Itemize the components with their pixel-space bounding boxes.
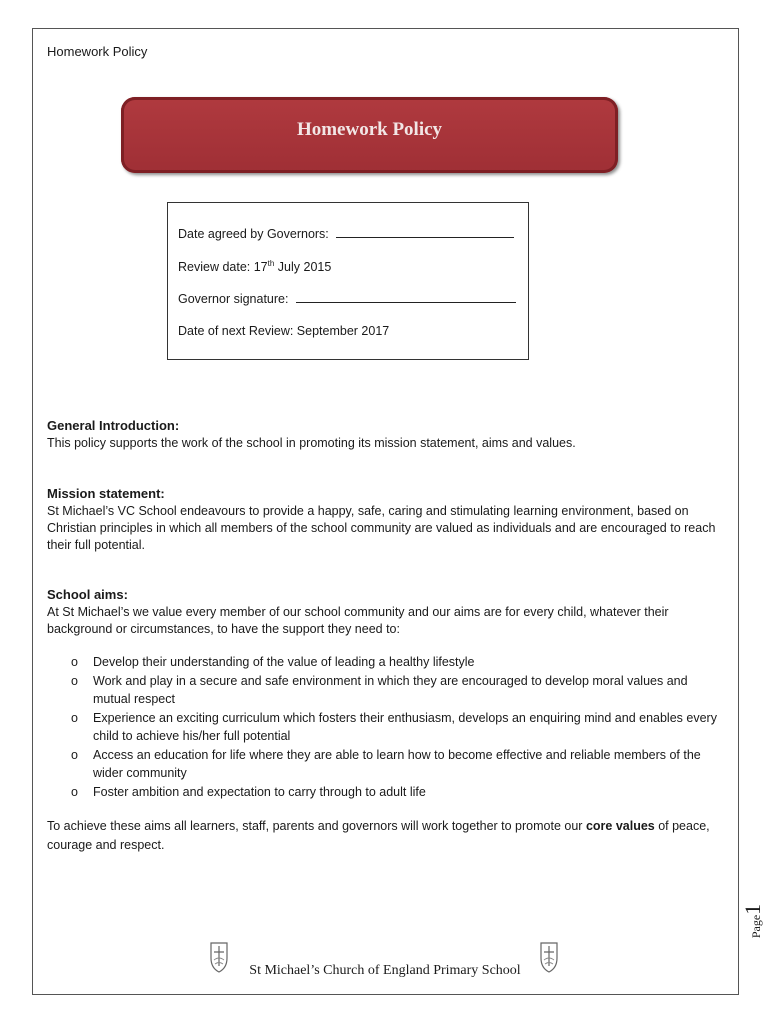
next-review-line: Date of next Review: September 2017 (178, 324, 390, 338)
bullet-marker: o (71, 673, 78, 688)
review-date-line (178, 259, 331, 274)
list-item-text: Experience an exciting curriculum which fosters their enthusiasm, develops an enquiring mind and enables every child to achieve his/her full potential (93, 710, 717, 743)
page-number-label (740, 896, 766, 946)
list-item-text: Develop their understanding of the value of leading a healthy lifestyle (93, 655, 475, 669)
footer-school-name: St Michael’s Church of England Primary School (249, 963, 521, 978)
intro-heading: General Introduction: (47, 418, 180, 433)
governor-signature-blank (296, 292, 516, 303)
review-date-sup: th (267, 259, 275, 268)
bullet-marker: o (71, 784, 78, 799)
aims-list (47, 653, 727, 801)
list-item-text: Work and play in a secure and safe environment in which they are encouraged to develop moral values and mutual respect (93, 673, 688, 706)
page-word: Page (749, 914, 763, 939)
date-agreed-line (178, 227, 514, 241)
list-item (47, 653, 727, 672)
bullet-marker: o (71, 655, 78, 669)
title-banner (121, 97, 618, 173)
list-item (47, 746, 727, 783)
governor-signature-line (178, 292, 516, 306)
list-item (47, 709, 727, 746)
list-item (47, 672, 727, 709)
intro-body: This policy supports the work of the school in promoting its mission statement, aims and values. (47, 436, 576, 450)
date-agreed-blank (336, 227, 514, 238)
closing-before: To achieve these aims all learners, staff, parents and governors will work together to promote our (47, 819, 586, 833)
list-item-text: Access an education for life where they are able to learn how to become effective and reliable members of the wider community (93, 747, 701, 780)
aims-heading: School aims: (47, 587, 128, 602)
review-date-label: Review date: 17 (178, 260, 268, 275)
banner-title: Homework Policy (296, 119, 443, 140)
core-values-text: core values (585, 819, 655, 833)
closing-after: of peace, courage and respect. (47, 819, 710, 852)
closing-paragraph (47, 817, 727, 855)
date-agreed-label: Date agreed by Governors: (178, 227, 329, 241)
list-item (47, 783, 727, 802)
list-item-text: Foster ambition and expectation to carry through to adult life (93, 784, 426, 799)
mission-body: St Michael’s VC School endeavours to provide a happy, safe, caring and stimulating learning environment, based on Christian principles in which all members of the school community are valued as individuals and are encouraged to reach their full potential. (47, 504, 716, 552)
page-header: Homework Policy (47, 44, 148, 59)
bullet-marker: o (71, 710, 78, 725)
aims-body: At St Michael’s we value every member of our school community and our aims are for every child, whatever their background or circumstances, to have the support they need to: (47, 605, 669, 636)
page-number: 1 (740, 903, 765, 915)
approval-info-box (167, 202, 529, 360)
review-date-rest: July 2015 (274, 260, 332, 275)
bullet-marker: o (71, 747, 78, 762)
mission-heading: Mission statement: (47, 486, 165, 501)
governor-signature-label: Governor signature: (178, 292, 289, 306)
